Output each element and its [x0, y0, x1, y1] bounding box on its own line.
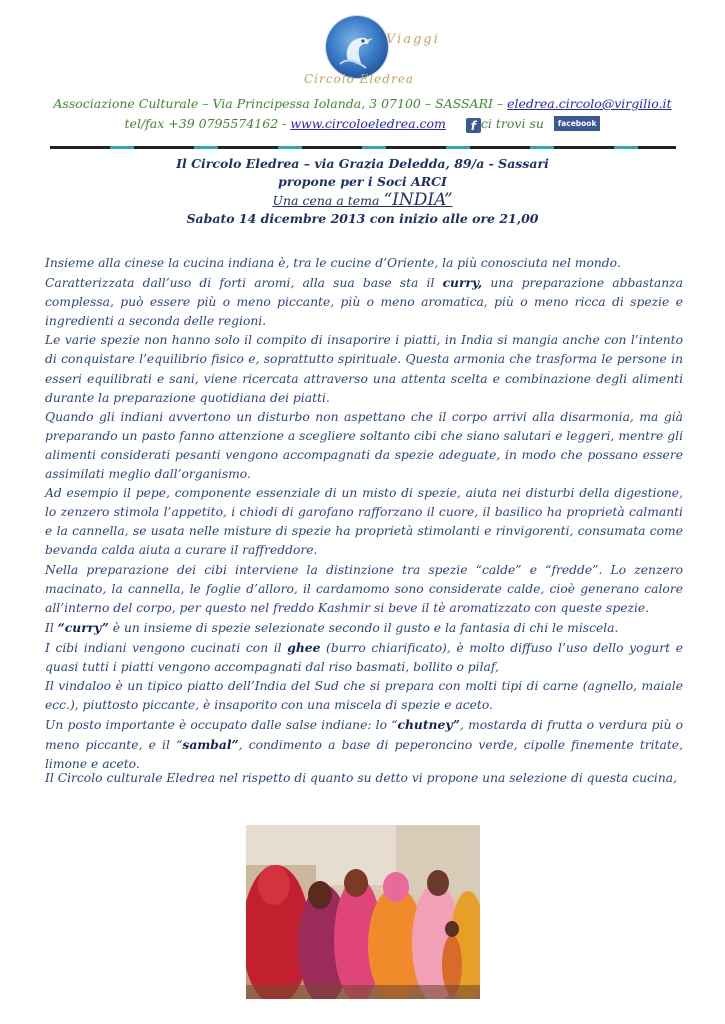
indian-women-photo	[246, 825, 480, 999]
text-run: (burro chiarificato), è molto diffuso l’uso dello yogurt e quasi tutti i piatti vengono accompagnati dal riso basmati, bollito o pilaf,	[45, 640, 683, 674]
header-contact-line	[0, 116, 725, 133]
paragraph	[45, 618, 683, 638]
event-theme	[0, 191, 725, 210]
paragraph: Il vindaloo è un tipico piatto dell’India del Sud che si prepara con molti tipi di carne (agnello, maiale ecc.), piuttosto piccante, è insaporito con una miscela di spezie e aceto.	[45, 679, 683, 713]
highlight-chutney: chutney”	[397, 717, 460, 733]
paragraph: Le varie spezie non hanno solo il compito di insaporire i piatti, in India si mangia anche con l’intento di conquistare l’equilibrio fisico e, soprattutto spirituale. Questa armonia che trasforma le persone in esseri equilibrati e sani, viene ricercata attraverso una attenta scelta e combinazione degli alimenti durante la preparazione quotidiana dei piatti.	[45, 333, 683, 405]
text-run: Un posto importante è occupato dalle salse indiane: lo “	[45, 718, 398, 733]
email-link[interactable]: eledrea.circolo@virgilio.it	[507, 96, 672, 111]
address-text: Associazione Culturale – Via Principessa Iolanda, 3 07100 – SASSARI –	[53, 96, 508, 111]
paragraph	[45, 273, 683, 331]
event-venue: Il Circolo Eledrea – via Grazia Deledda, 89/a - Sassari	[176, 156, 549, 171]
event-theme-name: “INDIA”	[383, 190, 453, 210]
paragraph	[45, 715, 683, 774]
highlight-curry: “curry”	[57, 619, 109, 635]
facebook-icon[interactable]: f	[466, 118, 481, 133]
article-body	[45, 254, 683, 775]
paragraph: Quando gli indiani avvertono un disturbo non aspettano che il corpo arrivi alla disarmonia, ma già preparando un pasto fanno attenzione a scegliere soltanto cibi che siano salutari e leggeri, mentre gli alimenti considerati pesanti vengono accompagnati da spezie adeguate, in modo che possano essere assimilati meglio dall’organismo.	[45, 409, 683, 482]
text-run: , condimento a base di peperoncino verde, cipolle finemente tritate, limone e aceto.	[45, 738, 683, 772]
event-title-block	[0, 155, 725, 228]
paragraph: Insieme alla cinese la cucina indiana è, tra le cucine d’Oriente, la più conosciuta nel mondo.	[45, 256, 621, 270]
event-theme-prefix: Una cena a tema	[272, 193, 384, 208]
text-run: , mostarda di frutta o verdura più o meno piccante, e il “	[45, 718, 683, 753]
facebook-label: ci trovi su	[480, 116, 544, 131]
text-run: Il	[45, 620, 58, 635]
peacock-logo-icon	[326, 16, 388, 78]
facebook-badge[interactable]: facebook	[554, 116, 601, 131]
logo-circolo-text: Circolo Eledrea	[304, 72, 414, 86]
paragraph: Nella preparazione dei cibi interviene la distinzione tra spezie “calde” e “fredde”. Lo zenzero macinato, la cannella, le foglie d’alloro, il cardamomo sono considerate calde, cioè generano calore all’interno del corpo, per questo nel freddo Kashmir si beve il tè aromatizzato con queste spezie.	[45, 562, 683, 615]
highlight-ghee: ghee	[287, 639, 321, 655]
text-run: è un insieme di spezie selezionate secondo il gusto e la fantasia di chi le miscela.	[108, 620, 619, 635]
header-divider	[50, 146, 676, 149]
text-run: una preparazione abbastanza complessa, può essere più o meno piccante, più o meno aromatica, più o meno ricca di spezie e ingredienti a seconda delle regioni.	[45, 276, 683, 329]
event-date: Sabato 14 dicembre 2013 con inizio alle ore 21,00	[186, 211, 539, 226]
paragraph	[45, 638, 683, 677]
text-run: I cibi indiani vengono cucinati con il	[45, 640, 288, 655]
tel-text: tel/fax +39 0795574162 -	[124, 116, 291, 131]
website-link[interactable]: www.circoloeledrea.com	[290, 116, 446, 131]
closing-paragraph: Il Circolo culturale Eledrea nel rispetto di quanto su detto vi propone una selezione di questa cucina,	[45, 771, 678, 785]
event-audience: propone per i Soci ARCI	[278, 174, 447, 189]
header-address-line	[0, 96, 725, 111]
text-run: Caratterizzata dall’uso di forti aromi, alla sua base sta il	[45, 276, 443, 291]
logo-viaggi-text: Viaggi	[386, 32, 440, 47]
logo	[300, 14, 440, 94]
highlight-sambal: sambal”	[182, 737, 239, 753]
paragraph: Ad esempio il pepe, componente essenziale di un misto di spezie, aiuta nei disturbi della digestione, lo zenzero stimola l’appetito, i chiodi di garofano rafforzano il cuore, il basilico ha proprietà calmanti e la cannella, se usata nelle misture di spezie ha proprietà stimolanti e rinvigorenti, consumata come bevanda calda aiuta a curare il raffreddore.	[45, 486, 683, 558]
highlight-curry: curry,	[442, 275, 483, 291]
